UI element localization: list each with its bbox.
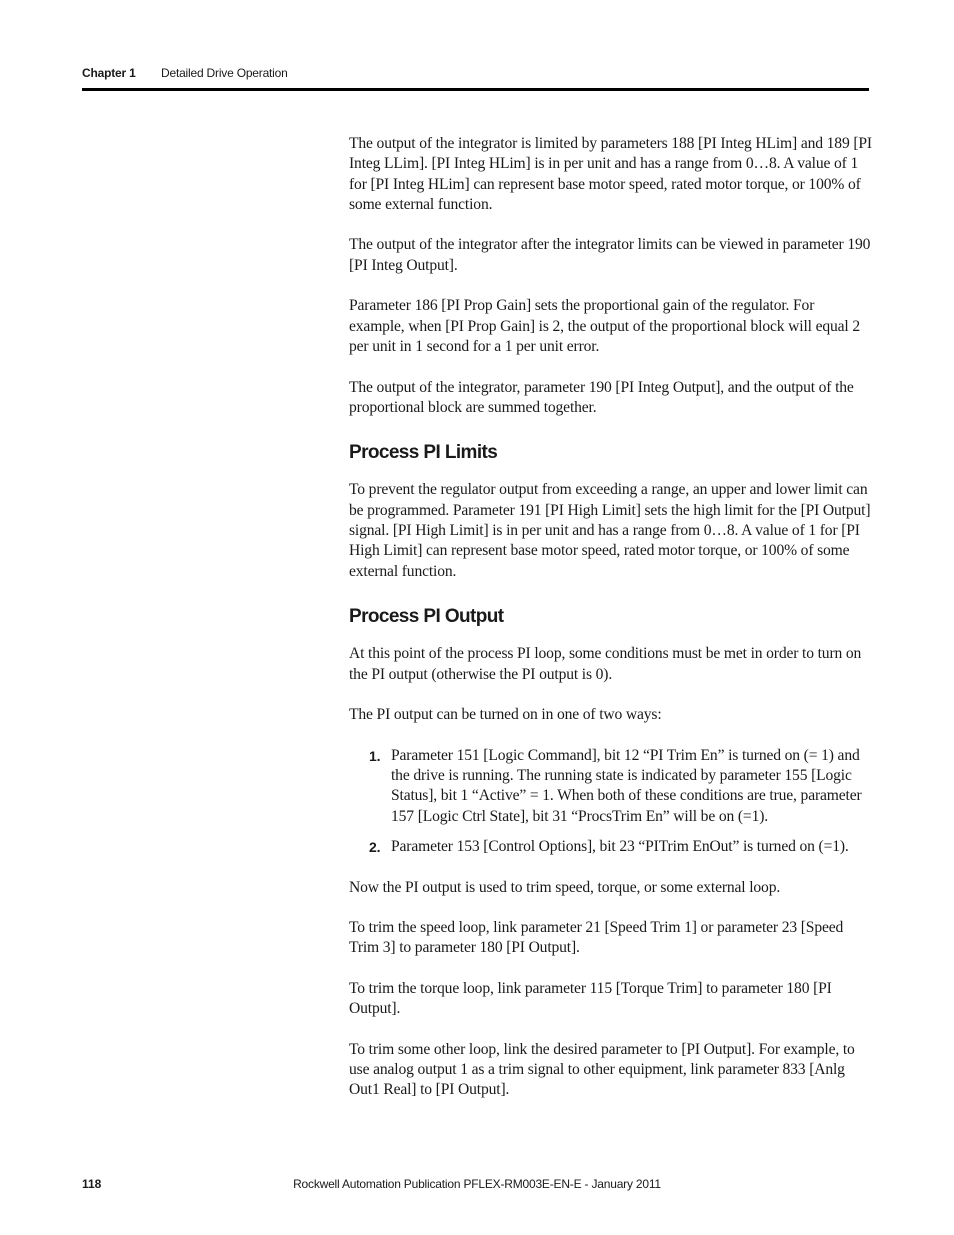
step-text: Parameter 153 [Control Options], bit 23 “PITrim EnOut” is turned on (=1).	[391, 837, 849, 855]
header-rule	[82, 88, 869, 91]
chapter-title: Detailed Drive Operation	[161, 66, 288, 80]
list-item	[349, 746, 873, 827]
paragraph-prop-gain: Parameter 186 [PI Prop Gain] sets the proportional gain of the regulator. For example, when [PI Prop Gain] is 2, the output of the proportional block will equal 2 per unit in 1 second for a 1 per unit error.	[349, 297, 860, 355]
heading-process-pi-output: Process PI Output	[349, 606, 504, 628]
step-number: 2.	[369, 838, 381, 855]
body-content	[349, 134, 873, 1121]
paragraph-output-ways: The PI output can be turned on in one of two ways:	[349, 706, 662, 724]
paragraph-output-conditions: At this point of the process PI loop, some conditions must be met in order to turn on the PI output (otherwise the PI output is 0).	[349, 645, 862, 683]
step-text: Parameter 151 [Logic Command], bit 12 “PI Trim En” is turned on (= 1) and the drive is running. The running state is indicated by parameter 155 [Logic Status], bit 1 “Active” = 1. When both of these conditions are true, parameter 157 [Logic Ctrl State], bit 31 “ProcsTrim En” will be on (=1).	[391, 746, 862, 825]
paragraph-limits: To prevent the regulator output from exceeding a range, an upper and lower limit can be programmed. Parameter 191 [PI High Limit] sets the high limit for the [PI Output] signal. [PI High Limit] is in per unit and has a range from 0…8. A value of 1 for [PI High Limit] can represent base motor speed, rated motor torque, or 100% of some external function.	[349, 481, 871, 580]
list-item	[349, 837, 873, 857]
paragraph-trim-other: To trim some other loop, link the desired parameter to [PI Output]. For example, to use analog output 1 as a trim signal to other equipment, link parameter 833 [Anlg Out1 Real] to [PI Output].	[349, 1040, 855, 1099]
publication-info: Rockwell Automation Publication PFLEX-RM003E-EN-E - January 2011	[293, 1177, 661, 1191]
paragraph-trim-torque: To trim the torque loop, link parameter 115 [Torque Trim] to parameter 180 [PI Output].	[349, 979, 832, 1018]
heading-process-pi-limits: Process PI Limits	[349, 442, 498, 464]
chapter-label: Chapter 1	[82, 66, 136, 80]
paragraph-integrator-output: The output of the integrator after the integrator limits can be viewed in parameter 190 [PI Integ Output].	[349, 236, 871, 274]
step-number: 1.	[369, 747, 381, 764]
steps-list	[349, 746, 873, 857]
paragraph-trim-use: Now the PI output is used to trim speed, torque, or some external loop.	[349, 878, 781, 896]
paragraph-trim-speed: To trim the speed loop, link parameter 21 [Speed Trim 1] or parameter 23 [Speed Trim 3] to parameter 180 [PI Output].	[349, 919, 844, 957]
page-number: 118	[82, 1177, 102, 1191]
paragraph-integrator-limits: The output of the integrator is limited by parameters 188 [PI Integ HLim] and 189 [PI Integ LLim]. [PI Integ HLim] is in per unit and has a range from 0…8. A value of 1 for [PI Integ HLim] can represent base motor speed, rated motor torque, or 100% of some external function.	[349, 135, 872, 213]
paragraph-summed: The output of the integrator, parameter 190 [PI Integ Output], and the output of the proportional block are summed together.	[349, 378, 854, 416]
